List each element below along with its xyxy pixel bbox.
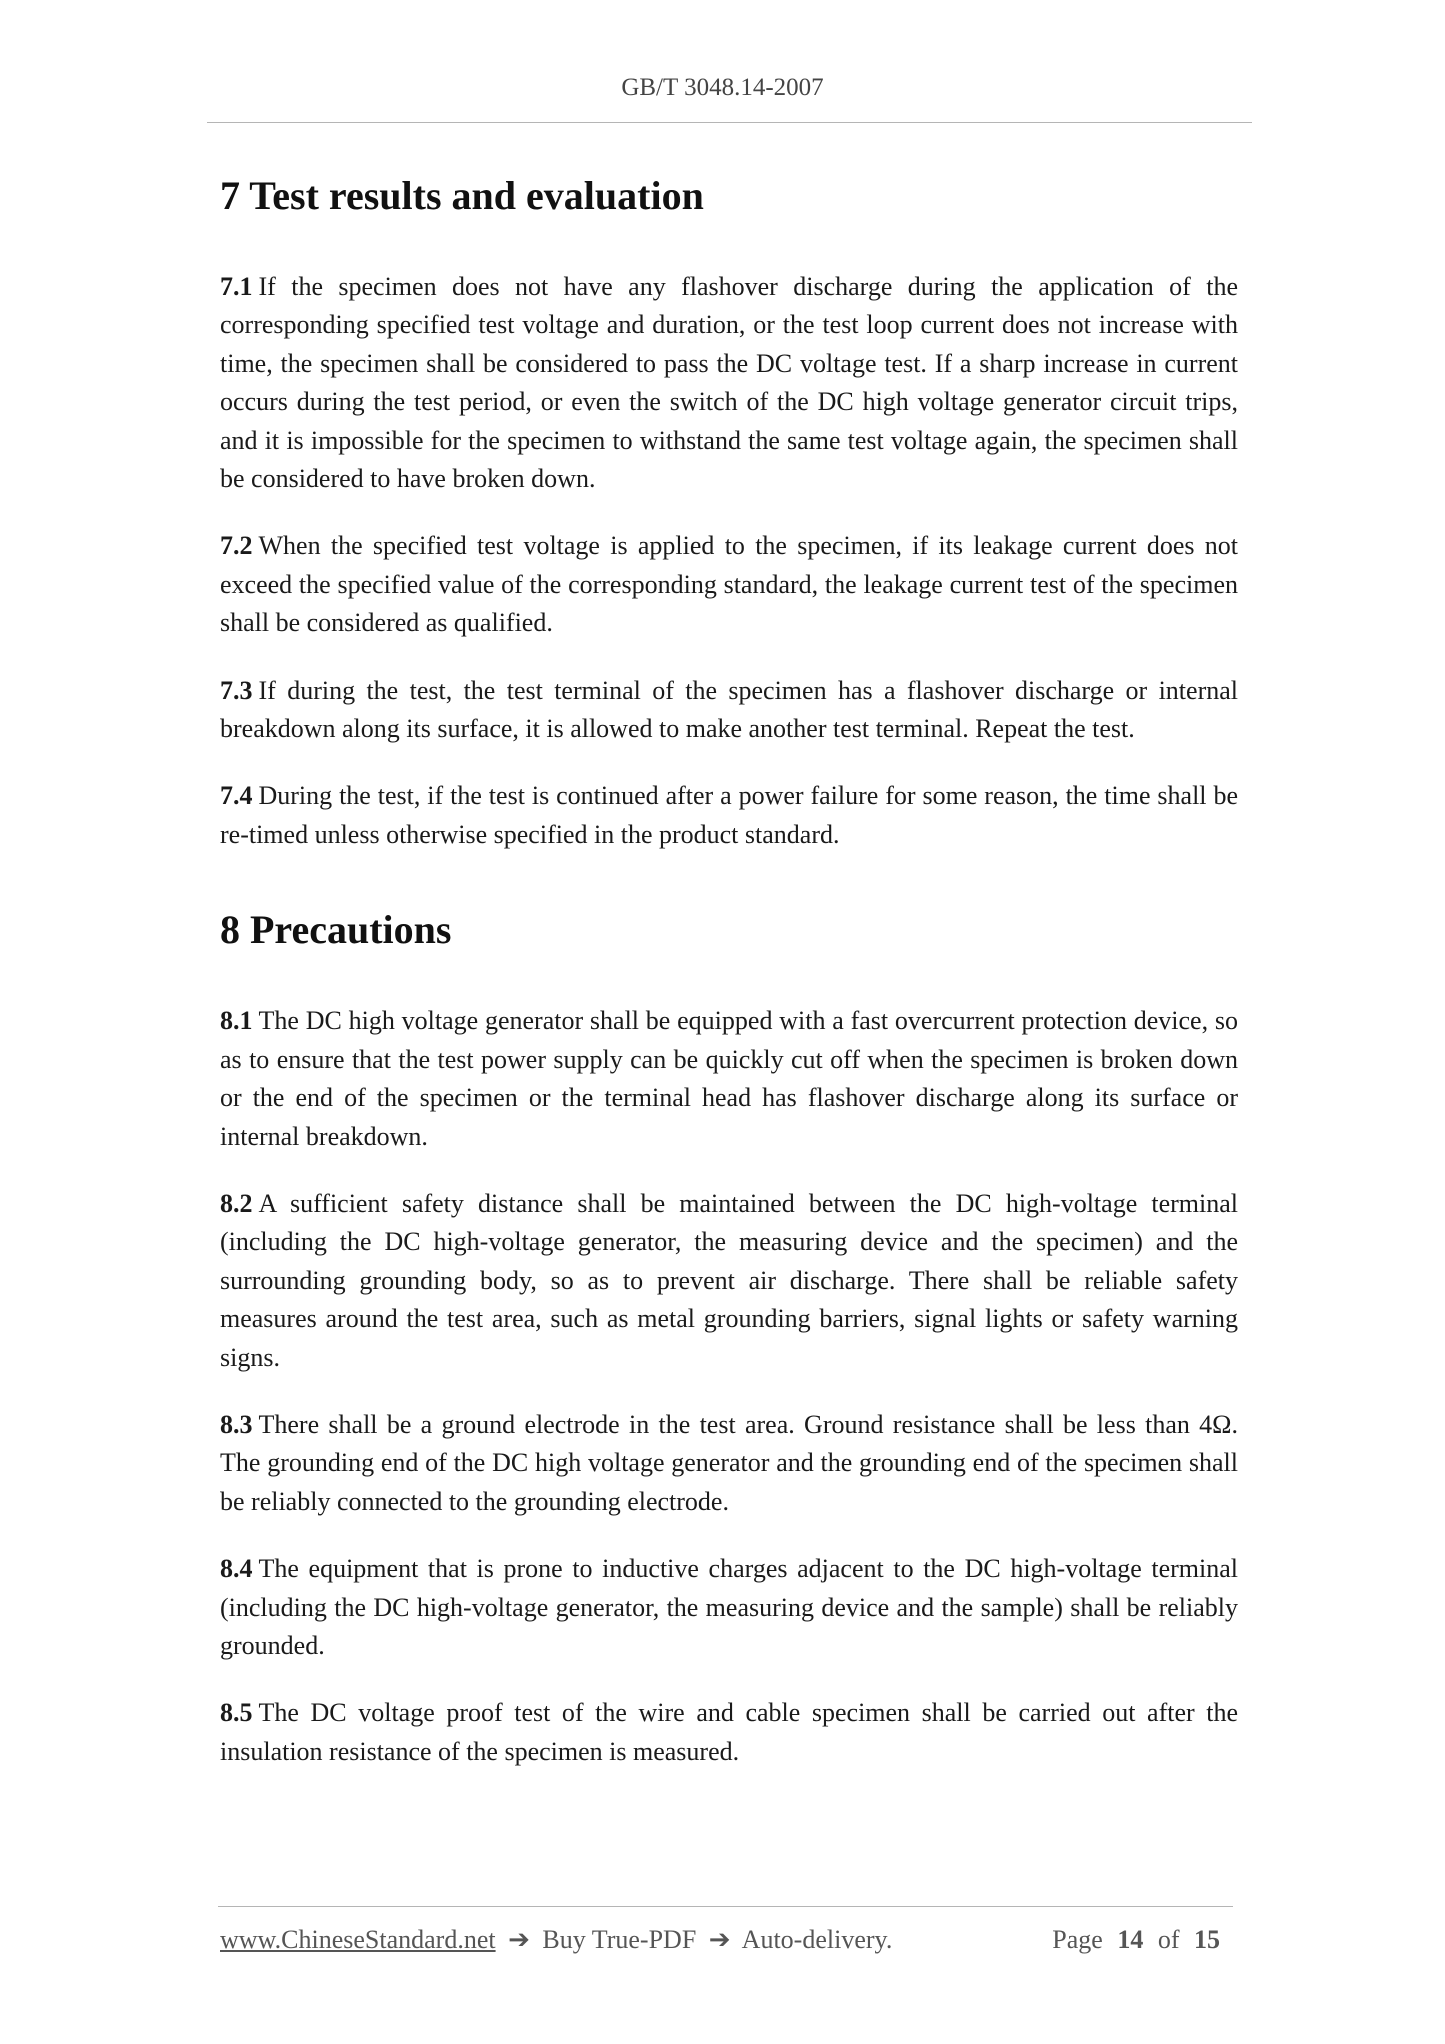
page-footer bbox=[220, 1925, 1228, 1955]
clause-text: If the specimen does not have any flashover discharge during the application of the corresponding specified test voltage and duration, or the test loop current does not increase with time, the specimen shall be considered to pass the DC voltage test. If a sharp increase in current occurs during the test period, or even the switch of the DC high voltage generator circuit trips, and it is impossible for the specimen to withstand the same test voltage again, the specimen shall be considered to have broken down. bbox=[220, 272, 1238, 494]
header-divider bbox=[207, 122, 1252, 123]
section-7-heading: 7 Test results and evaluation bbox=[220, 173, 704, 218]
clause-7-2 bbox=[220, 527, 1238, 642]
clause-number: 8.3 bbox=[220, 1409, 253, 1439]
clause-text: A sufficient safety distance shall be maintained between the DC high-voltage terminal (including the DC high-voltage generator, the measuring device and the specimen) and the surrounding grounding body, so as to prevent air discharge. There shall be reliable safety measures around the test area, such as metal grounding barriers, signal lights or safety warning signs. bbox=[220, 1188, 1238, 1372]
arrow-right-icon: ➔ bbox=[508, 1925, 530, 1954]
document-id: GB/T 3048.14-2007 bbox=[621, 74, 824, 101]
clause-text: If during the test, the test terminal of the specimen has a flashover discharge or internal breakdown along its surface, it is allowed to make another test terminal. Repeat the test. bbox=[220, 675, 1238, 744]
buy-pdf-text: Buy True-PDF bbox=[542, 1925, 697, 1954]
clause-8-1 bbox=[220, 1002, 1238, 1156]
clause-number: 8.5 bbox=[220, 1698, 253, 1728]
page-indicator bbox=[1052, 1925, 1228, 1955]
clause-7-3 bbox=[220, 672, 1238, 749]
clause-text: The DC voltage proof test of the wire and cable specimen shall be carried out after the insulation resistance of the specimen is measured. bbox=[220, 1698, 1238, 1766]
clause-8-4 bbox=[220, 1550, 1238, 1665]
footer-left bbox=[220, 1925, 892, 1955]
clause-text: When the specified test voltage is applied to the specimen, if its leakage current does not exceed the specified value of the corresponding standard, the leakage current test of the specimen shall be considered as qualified. bbox=[220, 531, 1238, 638]
clause-7-1 bbox=[220, 268, 1238, 498]
clause-text: During the test, if the test is continued after a power failure for some reason, the time shall be re-timed unless otherwise specified in the product standard. bbox=[220, 781, 1238, 849]
arrow-right-icon: ➔ bbox=[708, 1925, 731, 1954]
website-link[interactable]: www.ChineseStandard.net bbox=[220, 1925, 496, 1954]
clause-number: 7.2 bbox=[220, 531, 253, 561]
clause-number: 7.1 bbox=[220, 272, 253, 301]
page-of-label: of bbox=[1157, 1925, 1180, 1954]
page-current: 14 bbox=[1117, 1925, 1144, 1954]
clause-text: There shall be a ground electrode in the test area. Ground resistance shall be less than 4Ω. The grounding end of the DC high voltage generator and the grounding end of the specimen shall be reliably connected to the grounding electrode. bbox=[220, 1409, 1238, 1516]
clause-8-3 bbox=[220, 1406, 1238, 1521]
clause-number: 7.3 bbox=[220, 675, 253, 705]
clause-number: 8.1 bbox=[220, 1006, 253, 1036]
clause-number: 8.2 bbox=[220, 1188, 253, 1218]
page-total: 15 bbox=[1194, 1925, 1220, 1954]
clause-8-5 bbox=[220, 1694, 1238, 1771]
footer-divider bbox=[218, 1906, 1233, 1907]
clause-text: The equipment that is prone to inductive charges adjacent to the DC high-voltage terminal (including the DC high-voltage generator, the measuring device and the sample) shall be reliably grounded. bbox=[220, 1554, 1238, 1660]
section-8-heading: 8 Precautions bbox=[220, 907, 452, 953]
page-label: Page bbox=[1052, 1925, 1103, 1954]
clause-text: The DC high voltage generator shall be equipped with a fast overcurrent protection device, so as to ensure that the test power supply can be quickly cut off when the specimen is broken down or the end of the specimen or the terminal head has flashover discharge along its surface or internal breakdown. bbox=[220, 1006, 1238, 1151]
auto-delivery-text: Auto-delivery. bbox=[741, 1925, 893, 1954]
clause-8-2 bbox=[220, 1185, 1238, 1377]
clause-number: 7.4 bbox=[220, 781, 253, 811]
clause-number: 8.4 bbox=[220, 1554, 253, 1584]
document-body bbox=[220, 168, 1238, 1800]
clause-7-4 bbox=[220, 777, 1238, 854]
document-header bbox=[0, 74, 1445, 102]
